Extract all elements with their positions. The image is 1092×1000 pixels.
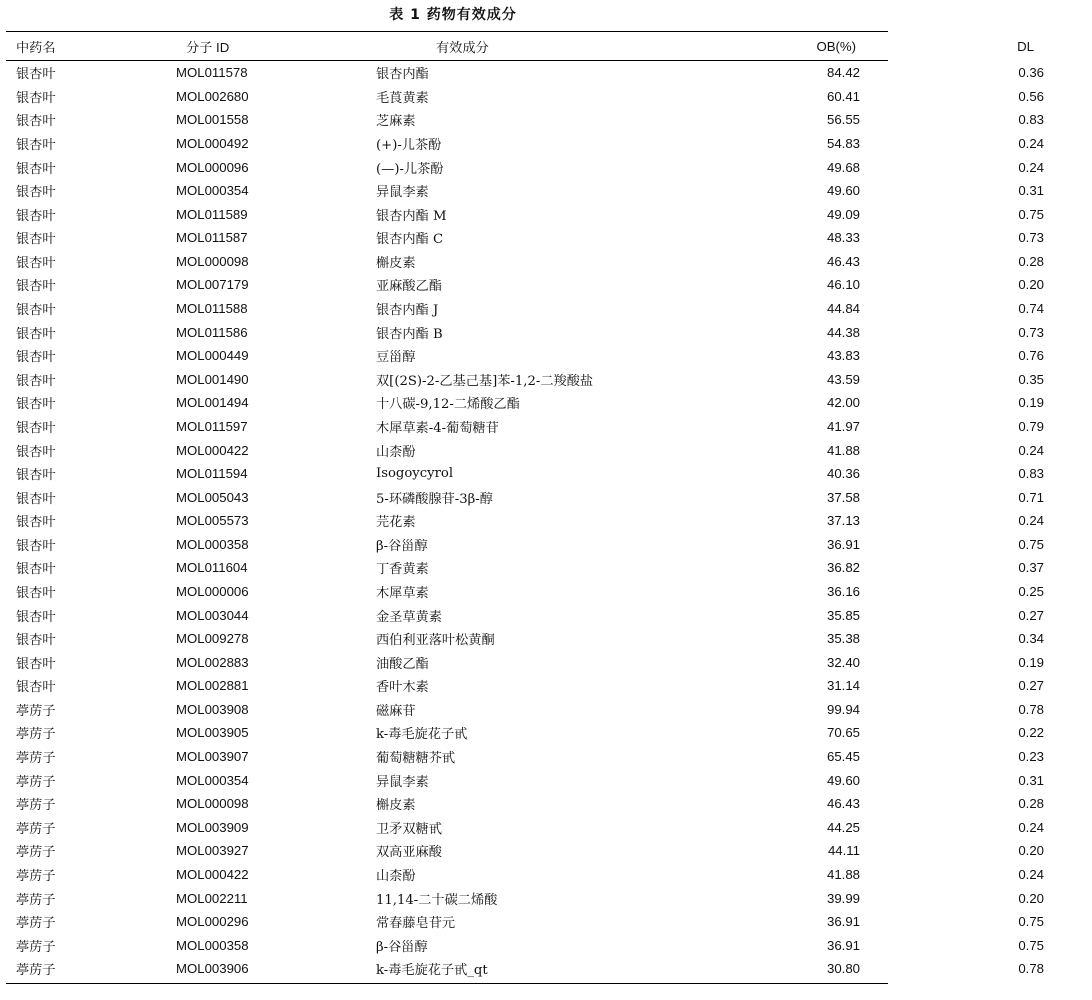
cell-dl: 0.24 [1018, 513, 1044, 529]
cell-dl: 0.31 [1018, 772, 1044, 788]
cell-herb: 葶苈子 [16, 845, 56, 861]
table-bottom-rule [6, 983, 888, 984]
ingredients-table [6, 34, 1092, 981]
cell-ingredient: (—)-儿茶酚 [376, 161, 444, 177]
cell-herb: 银杏叶 [16, 609, 56, 625]
cell-ob: 30.80 [826, 961, 860, 977]
cell-ingredient: 木犀草素 [376, 586, 429, 601]
cell-ob: 42.00 [826, 395, 860, 411]
cell-ob: 49.60 [826, 772, 860, 788]
cell-herb: 银杏叶 [16, 185, 56, 201]
cell-mol-id: MOL000354 [176, 772, 249, 788]
cell-dl: 0.34 [1018, 631, 1044, 647]
table-row [6, 627, 1092, 651]
cell-mol-id: MOL000449 [176, 348, 249, 364]
table-caption: 表 1 药物有效成分 [389, 7, 517, 23]
cell-dl: 0.78 [1018, 701, 1044, 717]
table-row [6, 415, 1092, 439]
cell-ingredient: (+)-儿茶酚 [376, 138, 442, 154]
cell-herb: 银杏叶 [16, 656, 56, 672]
cell-dl: 0.75 [1018, 937, 1044, 953]
cell-ingredient: 银杏内酯 M [376, 208, 447, 224]
cell-ob: 43.83 [826, 348, 860, 364]
cell-ingredient: 银杏内酯 C [376, 232, 444, 248]
cell-herb: 银杏叶 [16, 208, 56, 224]
cell-mol-id: MOL009278 [176, 631, 249, 647]
table-row [6, 368, 1092, 392]
cell-ob: 46.10 [826, 277, 860, 293]
cell-ob: 99.94 [826, 701, 860, 717]
cell-ingredient: 亚麻酸乙酯 [376, 279, 442, 295]
cell-herb: 银杏叶 [16, 491, 56, 507]
header-dl: DL [1017, 39, 1034, 54]
table-row [6, 344, 1092, 368]
table-row [6, 226, 1092, 250]
cell-dl: 0.22 [1018, 725, 1044, 741]
cell-mol-id: MOL000006 [176, 584, 249, 599]
cell-ingredient: 葡萄糖糖芥甙 [376, 751, 456, 767]
cell-mol-id: MOL001494 [176, 395, 249, 411]
table-body [6, 59, 1092, 981]
cell-herb: 葶苈子 [16, 963, 56, 979]
cell-ob: 36.91 [826, 937, 860, 953]
cell-dl: 0.19 [1018, 395, 1044, 411]
cell-mol-id: MOL005043 [176, 489, 249, 505]
cell-herb: 葶苈子 [16, 939, 56, 955]
table-row [6, 297, 1092, 321]
cell-ob: 49.60 [826, 183, 860, 199]
header-ingredient: 有效成分 [436, 41, 489, 56]
cell-dl: 0.56 [1018, 88, 1044, 104]
table-row [6, 132, 1092, 156]
cell-ob: 36.16 [826, 584, 860, 599]
cell-herb: 银杏叶 [16, 326, 56, 342]
cell-mol-id: MOL011594 [176, 466, 248, 482]
cell-ob: 41.88 [826, 866, 860, 882]
cell-ingredient: 芫花素 [376, 515, 416, 531]
cell-herb: 银杏叶 [16, 420, 56, 436]
table-row [6, 603, 1092, 627]
cell-ob: 36.82 [826, 560, 860, 576]
cell-ingredient: 银杏内酯 [376, 67, 429, 83]
cell-ingredient: Isogoycyrol [376, 466, 454, 482]
cell-ob: 32.40 [826, 654, 860, 670]
cell-herb: 银杏叶 [16, 633, 56, 649]
cell-dl: 0.20 [1018, 277, 1044, 293]
cell-ingredient: 丁香黄素 [376, 562, 429, 578]
cell-mol-id: MOL003905 [176, 725, 249, 741]
cell-mol-id: MOL003908 [176, 701, 249, 717]
cell-ob: 35.85 [826, 607, 860, 623]
table-row [6, 391, 1092, 415]
table-row [6, 698, 1092, 722]
cell-ob: 46.43 [826, 253, 860, 269]
cell-mol-id: MOL002883 [176, 654, 249, 670]
table-row [6, 533, 1092, 557]
cell-ingredient: 木犀草素-4-葡萄糖苷 [376, 420, 499, 436]
cell-herb: 银杏叶 [16, 255, 56, 271]
cell-ob: 49.68 [826, 159, 860, 175]
cell-ingredient: 香叶木素 [376, 680, 429, 696]
table-row [6, 792, 1092, 816]
cell-ingredient: 常春藤皂苷元 [376, 916, 456, 932]
cell-ingredient: 异鼠李素 [376, 185, 429, 201]
cell-dl: 0.28 [1018, 796, 1044, 812]
cell-herb: 银杏叶 [16, 350, 56, 366]
table-row [6, 816, 1092, 840]
cell-dl: 0.76 [1018, 348, 1044, 364]
table-row [6, 768, 1092, 792]
table-row [6, 509, 1092, 533]
cell-ob: 46.43 [826, 796, 860, 812]
cell-herb: 银杏叶 [16, 373, 56, 389]
table-row [6, 250, 1092, 274]
cell-dl: 0.24 [1018, 866, 1044, 882]
table-row [6, 957, 1092, 981]
cell-dl: 0.75 [1018, 914, 1044, 930]
cell-ob: 41.97 [826, 418, 860, 434]
cell-herb: 银杏叶 [16, 515, 56, 531]
cell-ob: 65.45 [826, 749, 860, 765]
cell-ob: 44.38 [826, 324, 860, 340]
cell-ob: 36.91 [826, 536, 860, 552]
cell-mol-id: MOL003044 [176, 607, 249, 623]
cell-herb: 葶苈子 [16, 892, 56, 908]
cell-dl: 0.27 [1018, 678, 1044, 694]
cell-herb: 葶苈子 [16, 727, 56, 743]
cell-ob: 36.91 [826, 914, 860, 930]
cell-herb: 葶苈子 [16, 868, 56, 884]
cell-mol-id: MOL000096 [176, 159, 249, 175]
cell-ingredient: 毛莨黄素 [376, 90, 429, 106]
cell-dl: 0.78 [1018, 961, 1044, 977]
table-row [6, 202, 1092, 226]
cell-mol-id: MOL011604 [176, 560, 248, 576]
cell-mol-id: MOL002881 [176, 678, 249, 694]
cell-dl: 0.37 [1018, 560, 1044, 576]
header-ob: OB(%) [816, 39, 856, 54]
cell-dl: 0.28 [1018, 253, 1044, 269]
cell-ingredient: 豆甾醇 [376, 350, 416, 366]
cell-ingredient: 双[(2S)-2-乙基己基]苯-1,2-二羧酸盐 [376, 373, 594, 389]
table-row [6, 863, 1092, 887]
cell-ob: 60.41 [826, 88, 860, 104]
cell-herb: 葶苈子 [16, 798, 56, 814]
cell-herb: 银杏叶 [16, 680, 56, 696]
cell-ingredient: k-毒毛旋花子甙 [376, 727, 468, 743]
cell-herb: 葶苈子 [16, 916, 56, 932]
cell-mol-id: MOL003906 [176, 961, 249, 977]
cell-mol-id: MOL005573 [176, 513, 249, 529]
cell-dl: 0.75 [1018, 536, 1044, 552]
table-row [6, 910, 1092, 934]
cell-mol-id: MOL011578 [176, 65, 248, 81]
cell-dl: 0.73 [1018, 324, 1044, 340]
cell-mol-id: MOL000354 [176, 183, 249, 199]
table-row [6, 580, 1092, 604]
cell-herb: 葶苈子 [16, 703, 56, 719]
cell-dl: 0.74 [1018, 301, 1044, 317]
cell-herb: 银杏叶 [16, 586, 56, 601]
cell-mol-id: MOL000422 [176, 866, 249, 882]
table-top-rule [6, 31, 888, 32]
table-row [6, 155, 1092, 179]
table-row [6, 933, 1092, 957]
cell-herb: 银杏叶 [16, 232, 56, 248]
cell-dl: 0.19 [1018, 654, 1044, 670]
table-row [6, 839, 1092, 863]
cell-ob: 31.14 [826, 678, 860, 694]
cell-mol-id: MOL011586 [176, 324, 248, 340]
cell-mol-id: MOL000296 [176, 914, 249, 930]
cell-herb: 葶苈子 [16, 751, 56, 767]
cell-mol-id: MOL003927 [176, 843, 249, 859]
table-row [6, 438, 1092, 462]
cell-ingredient: 异鼠李素 [376, 774, 429, 790]
table-row [6, 650, 1092, 674]
cell-mol-id: MOL001558 [176, 112, 249, 128]
cell-ob: 44.25 [826, 819, 860, 835]
cell-herb: 银杏叶 [16, 538, 56, 554]
cell-dl: 0.24 [1018, 159, 1044, 175]
cell-ob: 43.59 [826, 371, 860, 387]
table-row [6, 273, 1092, 297]
cell-dl: 0.23 [1018, 749, 1044, 765]
cell-ob: 48.33 [826, 230, 860, 246]
cell-dl: 0.24 [1018, 136, 1044, 152]
cell-ob: 41.88 [826, 442, 860, 458]
cell-herb: 银杏叶 [16, 468, 56, 484]
table-row [6, 320, 1092, 344]
cell-ingredient: 金圣草黄素 [376, 609, 442, 625]
cell-ingredient: 磁麻苷 [376, 703, 416, 719]
cell-dl: 0.75 [1018, 206, 1044, 222]
cell-ingredient: 芝麻素 [376, 114, 416, 130]
cell-herb: 银杏叶 [16, 114, 56, 130]
table-row [6, 85, 1092, 109]
cell-herb: 银杏叶 [16, 279, 56, 295]
cell-dl: 0.24 [1018, 442, 1044, 458]
cell-ob: 54.83 [826, 136, 860, 152]
cell-dl: 0.24 [1018, 819, 1044, 835]
cell-dl: 0.79 [1018, 418, 1044, 434]
cell-mol-id: MOL002680 [176, 88, 249, 104]
table-row [6, 179, 1092, 203]
cell-ingredient: 十八碳-9,12-二烯酸乙酯 [376, 397, 520, 413]
table-row [6, 721, 1092, 745]
cell-herb: 银杏叶 [16, 161, 56, 177]
cell-ob: 49.09 [826, 206, 860, 222]
cell-ob: 39.99 [826, 890, 860, 906]
cell-herb: 银杏叶 [16, 303, 56, 319]
cell-mol-id: MOL000358 [176, 937, 249, 953]
cell-ob: 44.84 [826, 301, 860, 317]
cell-mol-id: MOL000492 [176, 136, 249, 152]
cell-dl: 0.20 [1018, 890, 1044, 906]
cell-dl: 0.25 [1018, 584, 1044, 599]
cell-dl: 0.27 [1018, 607, 1044, 623]
cell-ingredient: 银杏内酯 B [376, 326, 443, 342]
cell-mol-id: MOL011589 [176, 206, 248, 222]
cell-mol-id: MOL011587 [176, 230, 248, 246]
cell-ob: 70.65 [826, 725, 860, 741]
cell-herb: 银杏叶 [16, 397, 56, 413]
table-row [6, 674, 1092, 698]
table-row [6, 745, 1092, 769]
cell-ingredient: 山柰酚 [376, 444, 416, 460]
cell-ob: 44.11 [827, 843, 860, 859]
cell-dl: 0.71 [1018, 489, 1044, 505]
header-herb: 中药名 [16, 41, 56, 56]
cell-dl: 0.83 [1018, 112, 1044, 128]
cell-mol-id: MOL002211 [176, 890, 248, 906]
table-row [6, 886, 1092, 910]
table-row [6, 59, 1092, 85]
cell-ingredient: 双高亚麻酸 [376, 845, 442, 861]
cell-ingredient: 槲皮素 [376, 798, 416, 814]
cell-mol-id: MOL000098 [176, 796, 249, 812]
cell-mol-id: MOL000098 [176, 253, 249, 269]
cell-herb: 银杏叶 [16, 67, 56, 83]
cell-ob: 37.13 [826, 513, 860, 529]
cell-ob: 56.55 [826, 112, 860, 128]
cell-dl: 0.35 [1018, 371, 1044, 387]
cell-mol-id: MOL003909 [176, 819, 249, 835]
cell-ingredient: 槲皮素 [376, 255, 416, 271]
cell-mol-id: MOL000358 [176, 536, 249, 552]
cell-dl: 0.73 [1018, 230, 1044, 246]
cell-dl: 0.83 [1018, 466, 1044, 482]
cell-dl: 0.31 [1018, 183, 1044, 199]
cell-ob: 37.58 [826, 489, 860, 505]
cell-herb: 银杏叶 [16, 138, 56, 154]
table-row [6, 462, 1092, 486]
cell-ob: 35.38 [826, 631, 860, 647]
cell-herb: 银杏叶 [16, 90, 56, 106]
cell-mol-id: MOL001490 [176, 371, 249, 387]
cell-herb: 葶苈子 [16, 821, 56, 837]
cell-ingredient: 西伯利亚落叶松黄酮 [376, 633, 495, 649]
cell-mol-id: MOL011588 [176, 301, 248, 317]
cell-mol-id: MOL011597 [176, 418, 248, 434]
cell-ingredient: β-谷甾醇 [376, 939, 428, 955]
table-row [6, 485, 1092, 509]
cell-ob: 40.36 [826, 466, 860, 482]
table-row [6, 108, 1092, 132]
cell-ingredient: k-毒毛旋花子甙_qt [376, 963, 488, 979]
cell-ingredient: 银杏内酯 J [376, 303, 439, 319]
cell-ob: 84.42 [826, 65, 860, 81]
cell-ingredient: 11,14-二十碳二烯酸 [376, 892, 498, 908]
cell-herb: 银杏叶 [16, 444, 56, 460]
cell-mol-id: MOL007179 [176, 277, 249, 293]
cell-herb: 银杏叶 [16, 562, 56, 578]
header-mol-id: 分子 ID [186, 40, 230, 55]
cell-herb: 葶苈子 [16, 774, 56, 790]
cell-dl: 0.20 [1018, 843, 1044, 859]
cell-ingredient: 山柰酚 [376, 868, 416, 884]
cell-ingredient: 油酸乙酯 [376, 656, 429, 672]
cell-ingredient: 卫矛双糖甙 [376, 821, 442, 837]
cell-dl: 0.36 [1018, 65, 1044, 81]
table-header-row [6, 34, 1092, 59]
cell-mol-id: MOL000422 [176, 442, 249, 458]
cell-ingredient: β-谷甾醇 [376, 538, 428, 554]
cell-mol-id: MOL003907 [176, 749, 249, 765]
table-row [6, 556, 1092, 580]
cell-ingredient: 5-环磷酸腺苷-3β-醇 [376, 491, 493, 507]
